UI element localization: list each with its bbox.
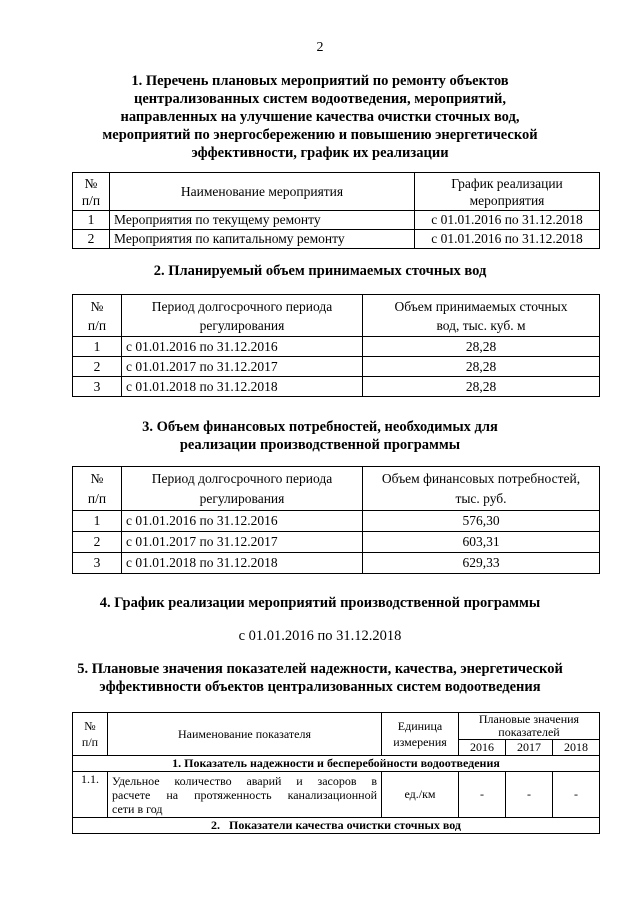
section5-title-line: эффективности объектов централизованных систем водоотведения [99, 679, 541, 695]
table-header-row [73, 467, 600, 511]
header-schedule: График реализации мероприятия [415, 173, 600, 211]
table-header-row [73, 173, 600, 211]
section1-title-line: эффективности, график их реализации [191, 145, 449, 161]
cell-value: 629,33 [363, 553, 600, 574]
table-row [73, 511, 600, 532]
group-header: 2. Показатели качества очистки сточных вод [73, 818, 600, 834]
table-group-row [73, 756, 600, 772]
section4-period: с 01.01.2016 по 31.12.2018 [238, 628, 402, 644]
section3-title [0, 418, 640, 454]
header-num: № п/п [73, 173, 110, 211]
cell-period: с 01.01.2017 по 31.12.2017 [122, 357, 363, 377]
cell-num: 3 [73, 377, 122, 397]
table-group-row [73, 818, 600, 834]
cell-num: 2 [73, 357, 122, 377]
cell-num: 2 [73, 532, 122, 553]
table-header-row [73, 295, 600, 337]
cell-period: с 01.01.2017 по 31.12.2017 [122, 532, 363, 553]
cell-unit: ед./км [382, 772, 459, 818]
cell-schedule: с 01.01.2016 по 31.12.2018 [415, 211, 600, 230]
section5-title [0, 660, 640, 696]
table-row [73, 532, 600, 553]
section2-title: 2. Планируемый объем принимаемых сточных вод [153, 263, 487, 279]
cell-period: с 01.01.2016 по 31.12.2016 [122, 337, 363, 357]
table-row [73, 377, 600, 397]
cell-value: - [506, 772, 553, 818]
section3-table [72, 466, 600, 574]
section5-title-line: 5. Плановые значения показателей надежности, качества, энергетической [77, 661, 563, 677]
cell-value: 576,30 [363, 511, 600, 532]
header-period: Период долгосрочного периода регулирования [122, 295, 363, 337]
header-year: 2017 [506, 740, 553, 756]
cell-name: Удельное количество аварий и засоров в расчете на протяженность канализационной сети в год [108, 772, 382, 818]
header-year: 2018 [553, 740, 600, 756]
header-name: Наименование показателя [108, 713, 382, 756]
header-year: 2016 [459, 740, 506, 756]
cell-value: 603,31 [363, 532, 600, 553]
header-num: № п/п [73, 713, 108, 756]
header-volume: Объем принимаемых сточных вод, тыс. куб. м [363, 295, 600, 337]
cell-value: 28,28 [363, 337, 600, 357]
cell-period: с 01.01.2016 по 31.12.2016 [122, 511, 363, 532]
table-row [73, 337, 600, 357]
cell-period: с 01.01.2018 по 31.12.2018 [122, 553, 363, 574]
section1-title-line: направленных на улучшение качества очистки сточных вод, [120, 109, 520, 125]
section3-title-line: реализации производственной программы [179, 437, 461, 453]
header-period: Период долгосрочного периода регулирования [122, 467, 363, 511]
section1-table [72, 172, 600, 249]
table-row [73, 211, 600, 230]
section1-title-line: мероприятий по энергосбережению и повышению энергетической [102, 127, 538, 143]
cell-num: 1 [73, 511, 122, 532]
cell-num: 3 [73, 553, 122, 574]
cell-num: 1 [73, 337, 122, 357]
cell-name: Мероприятия по текущему ремонту [110, 211, 415, 230]
table-row [73, 772, 600, 818]
cell-value: 28,28 [363, 357, 600, 377]
header-unit: Единица измерения [382, 713, 459, 756]
section1-title-line: централизованных систем водоотведения, мероприятий, [134, 91, 506, 107]
cell-period: с 01.01.2018 по 31.12.2018 [122, 377, 363, 397]
table-row [73, 553, 600, 574]
section5-table [72, 712, 600, 834]
table-header-row [73, 713, 600, 740]
table-row [73, 230, 600, 249]
cell-num: 2 [73, 230, 110, 249]
header-num: № п/п [73, 467, 122, 511]
section1-title [0, 72, 640, 162]
cell-value: 28,28 [363, 377, 600, 397]
cell-value: - [459, 772, 506, 818]
group-header: 1. Показатель надежности и бесперебойности водоотведения [73, 756, 600, 772]
cell-schedule: с 01.01.2016 по 31.12.2018 [415, 230, 600, 249]
section4-title: 4. График реализации мероприятий производственной программы [99, 595, 541, 611]
cell-num: 1.1. [73, 772, 108, 818]
table-row [73, 357, 600, 377]
section1-title-line: 1. Перечень плановых мероприятий по ремонту объектов [131, 73, 509, 89]
cell-num: 1 [73, 211, 110, 230]
header-name: Наименование мероприятия [110, 173, 415, 211]
section2-table [72, 294, 600, 397]
header-plan: Плановые значения показателей [459, 713, 600, 740]
header-finance: Объем финансовых потребностей, тыс. руб. [363, 467, 600, 511]
cell-value: - [553, 772, 600, 818]
page-number: 2 [316, 40, 324, 55]
cell-name: Мероприятия по капитальному ремонту [110, 230, 415, 249]
section3-title-line: 3. Объем финансовых потребностей, необходимых для [142, 419, 498, 435]
header-num: № п/п [73, 295, 122, 337]
